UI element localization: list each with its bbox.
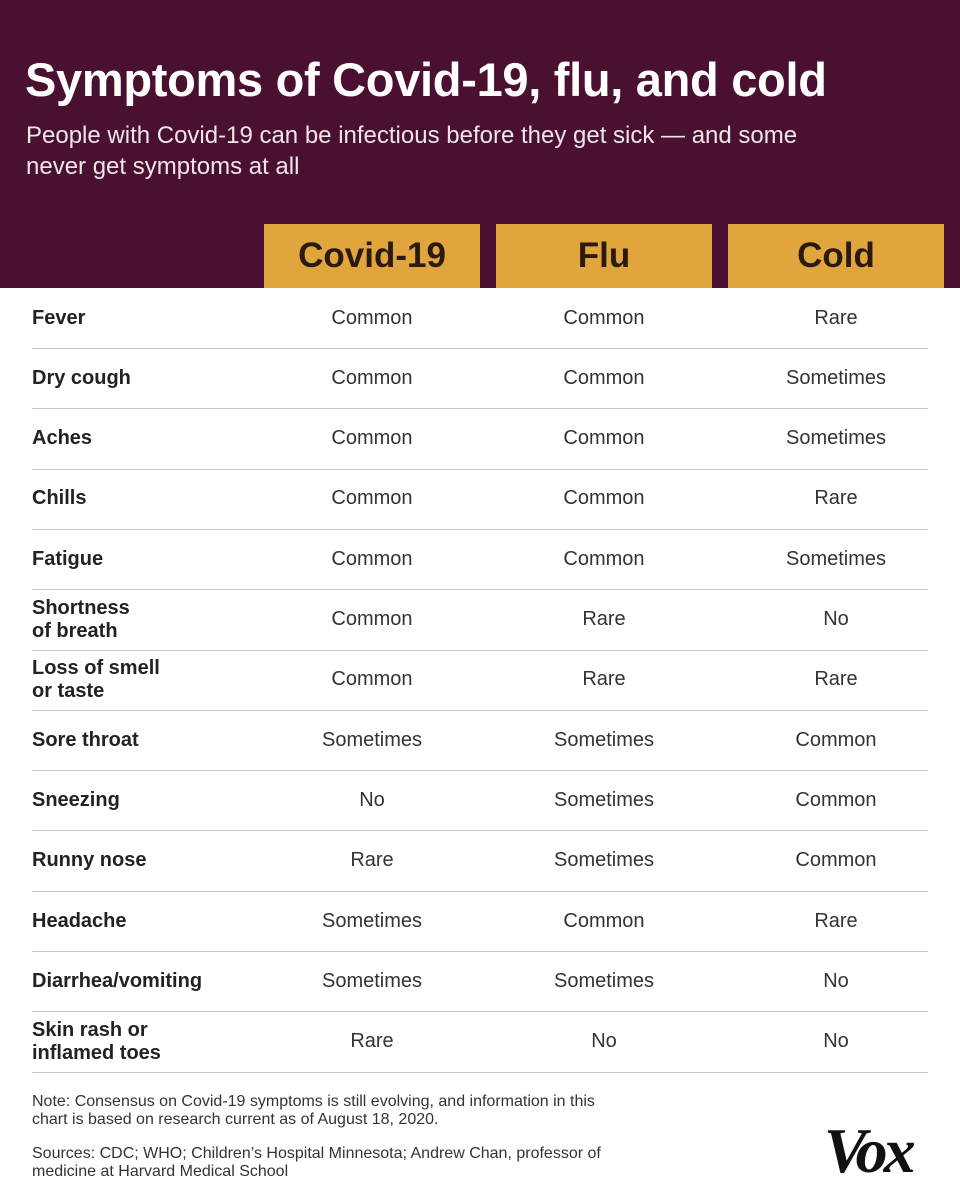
symptom-label-text <box>32 849 146 872</box>
symptom-label <box>32 891 252 951</box>
column-header-2: Cold <box>728 224 944 288</box>
table-cell: Common <box>331 306 413 329</box>
symptom-label-line: Loss of smell <box>32 656 160 679</box>
table-cell: Common <box>795 849 877 872</box>
symptom-label <box>32 710 252 770</box>
symptom-label <box>32 951 252 1011</box>
table-cell: Sometimes <box>785 366 887 389</box>
table-cell: No <box>823 608 849 630</box>
table-cell: Sometimes <box>553 788 655 811</box>
table-row <box>32 710 928 771</box>
table-cell: No <box>591 1030 617 1053</box>
symptom-label-line: inflamed toes <box>32 1041 161 1064</box>
table-cell: Sometimes <box>321 969 423 992</box>
symptom-label-text <box>32 729 139 752</box>
table-row <box>32 1012 928 1073</box>
table-row <box>32 590 928 651</box>
vox-logo <box>822 1112 938 1184</box>
symptom-label <box>32 288 252 348</box>
symptom-label-text <box>32 307 85 330</box>
symptom-label-line: Headache <box>32 909 127 932</box>
table-cell: Common <box>563 366 645 389</box>
chart-subtitle: People with Covid-19 can be infectious before they get sick — and some never get symptoms at all <box>26 122 798 180</box>
table-row <box>32 650 928 711</box>
symptom-label-text <box>32 789 120 812</box>
table-cell: No <box>823 1030 849 1053</box>
table-cell: Rare <box>814 306 858 329</box>
table-row <box>32 951 928 1012</box>
symptom-label <box>32 469 252 529</box>
table-cell: Sometimes <box>785 547 887 570</box>
symptom-label-text <box>32 367 131 390</box>
table-cell: No <box>359 788 385 811</box>
symptom-label-text <box>32 597 130 643</box>
symptom-label <box>32 770 252 830</box>
table-cell: Common <box>331 366 413 389</box>
symptom-label-line: of breath <box>32 619 118 642</box>
symptom-label-line: Dry cough <box>32 366 131 389</box>
table-row <box>32 409 928 470</box>
table-cell: Rare <box>814 487 858 510</box>
table-cell: Common <box>563 306 645 329</box>
table-row <box>32 288 928 349</box>
table-cell: Common <box>563 547 645 570</box>
symptom-label-text <box>32 427 92 450</box>
symptom-label <box>32 831 252 891</box>
table-cell: Common <box>331 487 413 510</box>
symptom-label-text <box>32 657 160 703</box>
symptom-label-text <box>32 1019 161 1065</box>
table-cell: Rare <box>814 909 858 932</box>
table-row <box>32 891 928 952</box>
symptom-label-line: Fever <box>32 306 86 329</box>
symptom-label-text <box>32 548 103 571</box>
table-row <box>32 831 928 892</box>
symptom-label-text <box>32 970 202 993</box>
table-cell: Rare <box>350 1030 394 1053</box>
table-cell: Common <box>795 788 877 811</box>
table-cell: Sometimes <box>321 728 423 751</box>
table-cell: Common <box>331 547 413 570</box>
table-cell: Sometimes <box>553 849 655 872</box>
symptom-label <box>32 529 252 589</box>
symptom-label <box>32 590 252 650</box>
table-row <box>32 770 928 831</box>
table-cell: Common <box>331 427 413 450</box>
symptom-label-line: Diarrhea/vomiting <box>32 969 203 992</box>
symptom-label <box>32 409 252 469</box>
sources-text: Sources: CDC; WHO; Children’s Hospital Minnesota; Andrew Chan, professor of medicine at Harvard Medical School <box>32 1145 601 1180</box>
column-header-0: Covid-19 <box>264 224 480 288</box>
table-cell: Rare <box>814 668 858 691</box>
symptom-label-text <box>32 487 86 510</box>
table-cell: Sometimes <box>553 969 655 992</box>
table-cell: Sometimes <box>553 728 655 751</box>
symptom-label-line: Sore throat <box>32 728 139 751</box>
table-cell: Rare <box>582 608 626 630</box>
table-cell: Common <box>331 668 413 691</box>
symptom-label-line: Sneezing <box>32 788 120 811</box>
chart-title: Symptoms of Covid-19, flu, and cold <box>25 53 827 106</box>
symptom-label-line: Fatigue <box>32 547 104 570</box>
table-cell: Rare <box>350 849 394 872</box>
symptom-label <box>32 650 252 710</box>
symptom-label <box>32 1012 252 1072</box>
table-cell: Common <box>331 608 413 630</box>
table-row <box>32 469 928 530</box>
note-text: Note: Consensus on Covid-19 symptoms is still evolving, and information in this chart is based on research current as of August 18, 2020. <box>32 1093 595 1128</box>
symptom-label-line: Shortness <box>32 596 130 619</box>
table-cell: Common <box>563 487 645 510</box>
table-cell: Rare <box>582 668 626 691</box>
table-cell: Sometimes <box>321 909 423 932</box>
table-cell: Common <box>563 909 645 932</box>
table-cell: Common <box>795 728 877 751</box>
symptom-label-line: Skin rash or <box>32 1018 148 1041</box>
column-header-1: Flu <box>496 224 712 288</box>
symptom-label-line: Chills <box>32 487 87 510</box>
symptom-label-line: Runny nose <box>32 849 147 872</box>
symptom-label-line: or taste <box>32 679 105 702</box>
symptom-label-line: Aches <box>32 427 93 450</box>
table-cell: Sometimes <box>785 427 887 450</box>
table-cell: Common <box>563 427 645 450</box>
table-cell: No <box>823 969 849 992</box>
table-row <box>32 529 928 590</box>
table-row <box>32 348 928 409</box>
vox-logo-text: Vox <box>824 1115 912 1184</box>
symptom-label <box>32 348 252 408</box>
symptom-label-text <box>32 910 127 933</box>
